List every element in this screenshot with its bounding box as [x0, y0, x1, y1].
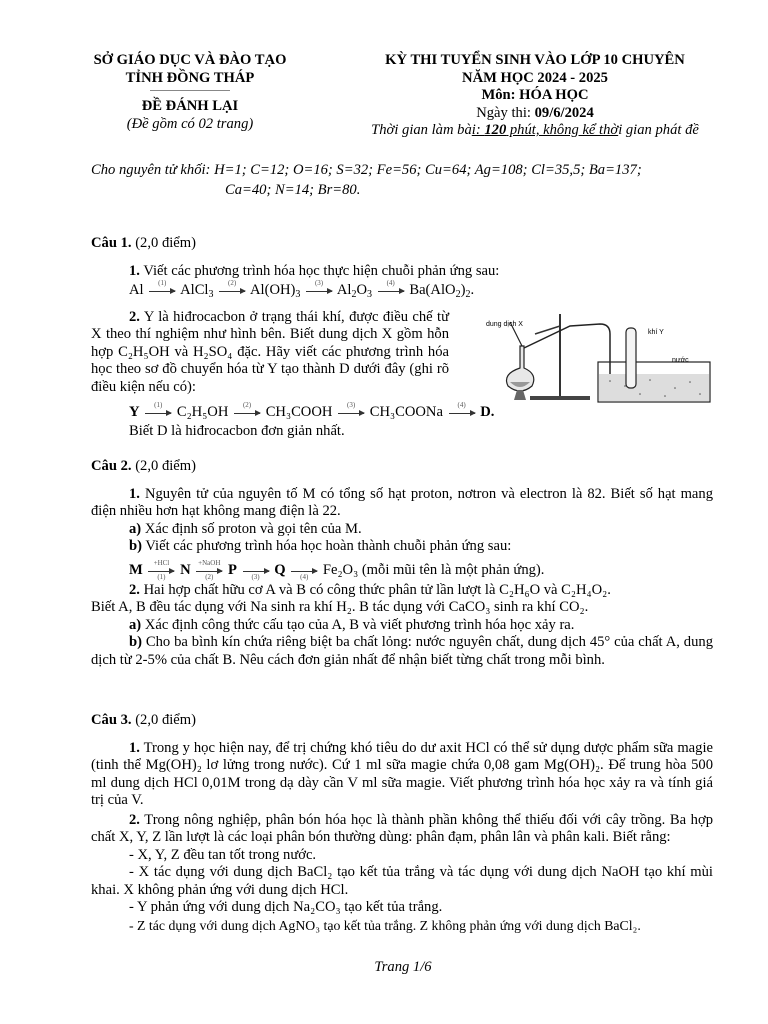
collection-tube [626, 328, 636, 388]
q1-part2: 2. Y là hiđrocacbon ở trạng thái khí, được điều chế từ X theo thí nghiệm như hình bên. Biết dung dịch X gồm hỗn hợp C₂H₅OH và H₂SO₄ đặc. Hãy viết các phương trình hóa học theo sơ đồ chuyển hóa từ Y tạo thành D dưới đây (ghi rõ điều kiện nếu có): [91, 308, 449, 395]
exam-duration: Thời gian làm bài: 120 phút, không kể thời gian phát đề [371, 122, 699, 138]
q2-part1b: b) Viết các phương trình hóa học hoàn thành chuỗi phản ứng sau: [129, 538, 512, 554]
exam-title: KỲ THI TUYỂN SINH VÀO LỚP 10 CHUYÊN [385, 52, 685, 68]
q2-heading: Câu 2. (2,0 điểm) [91, 458, 196, 474]
reaction-arrow: (3) [336, 405, 366, 423]
exam-type: ĐỀ ĐÁNH LẠI [141, 98, 239, 114]
q2-part2-fact: Biết A, B đều tác dụng với Na sinh ra khí H₂. B tác dụng với CaCO₃ sinh ra khí CO₂. [91, 599, 589, 615]
department-name: SỞ GIÁO DỤC VÀ ĐÀO TẠO [93, 52, 287, 68]
q1-chain2: Y (1) C₂H₅OH (2) CH₃COOH (3) CH₃COONa (4) D. [91, 404, 713, 423]
page-number: Trang 1/6 [374, 959, 432, 975]
stand-base [530, 396, 590, 400]
province-name: TỈNH ĐỒNG THÁP [125, 69, 255, 86]
atomic-masses-line1: Cho nguyên tử khối: H=1; C=12; O=16; S=32; Fe=56; Cu=64; Ag=108; Cl=35,5; Ba=137; [91, 162, 642, 178]
atomic-masses-line2: Ca=40; N=14; Br=80. [225, 181, 361, 198]
reaction-arrow: (4) [376, 283, 406, 301]
q3-part2: 2. Trong nông nghiệp, phân bón hóa học là thành phần không thể thiếu đối với cây trồng. Ba hợp chất X, Y, Z lần lượt là các loại phân bón thường dùng: phân đạm, phân lân và phân kali. Biết rằng: [91, 811, 713, 845]
label-solution-x: dung dịch X [486, 321, 523, 328]
question-2 [91, 458, 713, 669]
burner [514, 390, 526, 400]
q2-part1: 1. Nguyên tử của nguyên tố M có tổng số hạt proton, nơtron và electron là 82. Biết số hạt mang điện nhiều hơn hạt không mang điện là 22. [91, 485, 714, 519]
exam-date: Ngày thi: 09/6/2024 [476, 104, 594, 121]
q3-bullet2: - X tác dụng với dung dịch BaCl₂ tạo kết tủa trắng và tác dụng với dung dịch NaOH tạo khí mùi khai. X không phản ứng với dung dịch HCl. [91, 864, 713, 898]
q3-bullet3: - Y phản ứng với dung dịch Na₂CO₃ tạo kết tủa trắng. [129, 899, 443, 915]
reaction-arrow: (1) [143, 405, 173, 423]
q2-chain: M +HCl (1) N +NaOH (2) P (3) Q (4) Fe₂O₃ (mỗi mũi tên là một phản ứng). [129, 558, 545, 581]
reaction-arrow: (2) [232, 405, 262, 423]
label-gas-y: khí Y [648, 329, 664, 336]
reaction-arrow: +NaOH (2) [198, 558, 221, 581]
question-3 [91, 712, 713, 934]
reaction-arrow: +HCl (1) [146, 563, 176, 581]
subject: Môn: HÓA HỌC [481, 87, 589, 103]
q3-heading: Câu 3. (2,0 điểm) [91, 712, 196, 728]
water [599, 374, 709, 401]
q1-part1: 1. Viết các phương trình hóa học thực hiện chuỗi phản ứng sau: [129, 262, 500, 279]
header-left [70, 52, 310, 133]
reaction-arrow: (3) [241, 563, 271, 581]
q2-part2b: b) Cho ba bình kín chứa riêng biệt ba chất lỏng: nước nguyên chất, dung dịch 45° của chất A, dung dịch từ 2-5% của chất B. Nêu cách đơn giản nhất để nhận biết từng chất trong mỗi bình. [91, 634, 713, 668]
reaction-arrow: (4) [447, 405, 477, 423]
reaction-arrow: (3) [304, 283, 334, 301]
q1-note: Biết D là hiđrocacbon đơn giản nhất. [129, 422, 345, 439]
apparatus-figure [480, 306, 715, 406]
q3-part1: 1. Trong y học hiện nay, để trị chứng khó tiêu do dư axit HCl có thể sử dụng dược phẩm sữa magie (tinh thể Mg(OH)₂ lơ lửng trong nước). Cứ 1 ml sữa magie chứa 0,08 gam Mg(OH)₂. Để trung hòa 500 ml dung dịch HCl 0,01M trong dạ dày cần V ml sữa magie. Viết phương trình hóa học xảy ra và tính giá trị của V. [91, 739, 713, 808]
page-count-note: (Đề gồm có 02 trang) [126, 115, 254, 132]
label-water: nước [672, 357, 689, 364]
q2-part2a: a) Xác định công thức cấu tạo của A, B và viết phương trình hóa học xảy ra. [129, 616, 575, 633]
q2-part2: 2. Hai hợp chất hữu cơ A và B có công thức phân tử lần lượt là C₂H₆O và C₂H₄O₂. [129, 581, 611, 598]
header-right [330, 52, 740, 140]
q2-part1a: a) Xác định số proton và gọi tên của M. [129, 520, 362, 537]
q3-bullet1: - X, Y, Z đều tan tốt trong nước. [129, 846, 317, 863]
atomic-masses [91, 162, 711, 199]
reaction-arrow: (1) [147, 283, 177, 301]
q1-heading: Câu 1. (2,0 điểm) [91, 235, 196, 251]
reaction-arrow: (4) [289, 563, 319, 581]
header-divider [150, 90, 230, 91]
q3-bullet4: - Z tác dụng với dung dịch AgNO₃ tạo kết tủa trắng. Z không phản ứng với dung dịch BaCl₂. [129, 917, 641, 933]
school-year: NĂM HỌC 2024 - 2025 [462, 69, 608, 86]
reaction-arrow: (2) [217, 283, 247, 301]
q1-chain1: Al (1) AlCl$_3$ (2) $Al(OH)_3$ (3) $Al_2O_3$ (4) $Ba(AlO_2)_2$. [129, 279, 475, 300]
